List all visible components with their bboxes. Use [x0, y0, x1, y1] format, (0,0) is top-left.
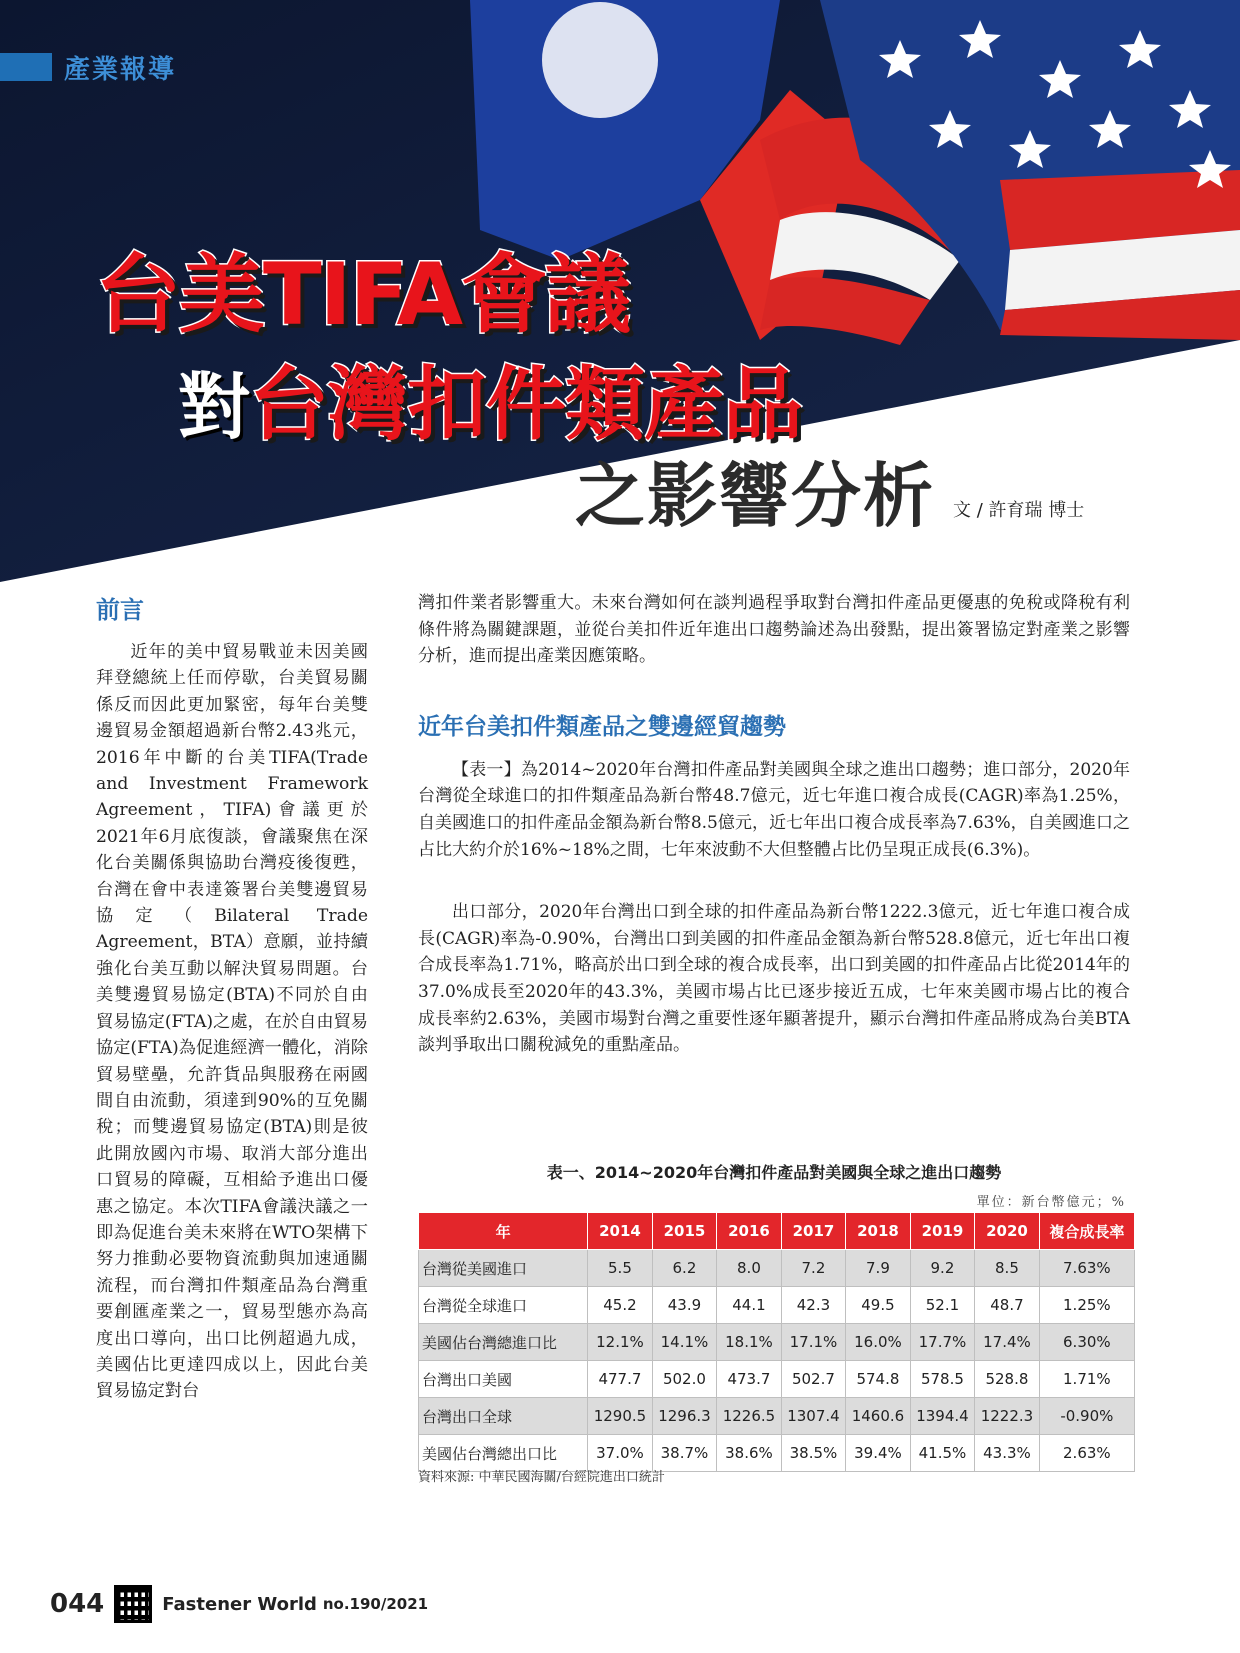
table-cell: 17.4%	[975, 1324, 1040, 1361]
table-header-cell: 複合成長率	[1039, 1213, 1134, 1250]
table-cell: 2.63%	[1039, 1435, 1134, 1472]
table-header-cell: 2015	[652, 1213, 717, 1250]
table-header-cell: 2016	[717, 1213, 782, 1250]
table-cell: 1394.4	[910, 1398, 975, 1435]
table-cell: 6.2	[652, 1250, 717, 1287]
table-cell: 16.0%	[846, 1324, 911, 1361]
import-paragraph: 【表一】為2014~2020年台灣扣件產品對美國與全球之進出口趨勢；進口部分，2020年台灣從全球進口的扣件類產品為新台幣48.7億元，近七年進口複合成長(CAGR)率為1.25%，自美國進口的扣件產品金額為新台幣8.5億元，近七年出口複合成長率為7.63%，自美國進口之占比大約介於16%~18%之間，七年來波動不大但整體占比仍呈現正成長(6.3%)。	[418, 759, 1130, 860]
row-label: 美國佔台灣總進口比	[419, 1324, 588, 1361]
table-row	[419, 1398, 1135, 1435]
table-cell: 477.7	[588, 1361, 653, 1398]
table-header-cell: 2014	[588, 1213, 653, 1250]
table-cell: 38.5%	[781, 1435, 846, 1472]
table-cell: 6.30%	[1039, 1324, 1134, 1361]
table-cell: -0.90%	[1039, 1398, 1134, 1435]
intro-heading: 前言	[96, 596, 144, 624]
table-cell: 1222.3	[975, 1398, 1040, 1435]
intro-paragraph: 近年的美中貿易戰並未因美國拜登總統上任而停歇，台美貿易關係反而因此更加緊密，每年台美雙邊貿易金額超過新台幣2.43兆元，2016年中斷的台美TIFA(Trade and Investment Framework Agreement，TIFA)會議更於2021年6月底復談，會議聚焦在深化台美關係與協助台灣疫後復甦，台灣在會中表達簽署台美雙邊貿易協定（Bilateral Trade Agreement，BTA）意願，並持續強化台美互動以解決貿易問題。台美雙邊貿易協定(BTA)不同於自由貿易協定(FTA)之處，在於自由貿易協定(FTA)為促進經濟一體化，消除貿易壁壘，允許貨品與服務在兩國間自由流動，須達到90%的互免關稅；而雙邊貿易協定(BTA)則是彼此開放國內市場、取消大部分進出口貿易的障礙，互相給予進出口優惠之協定。本次TIFA會議決議之一即為促進台美未來將在WTO架構下努力推動必要物資流動與加速通關流程，而台灣扣件類產品為台灣重要創匯產業之一，貿易型態亦為高度出口導向，出口比例超過九成，美國佔比更達四成以上，因此台美貿易協定對台	[96, 642, 368, 1402]
table-cell: 502.0	[652, 1361, 717, 1398]
row-label: 台灣出口全球	[419, 1398, 588, 1435]
table-cell: 1307.4	[781, 1398, 846, 1435]
table-cell: 37.0%	[588, 1435, 653, 1472]
title-line-1: 台美TIFA會議	[95, 245, 630, 345]
table-cell: 18.1%	[717, 1324, 782, 1361]
table-cell: 42.3	[781, 1287, 846, 1324]
table-cell: 17.1%	[781, 1324, 846, 1361]
table-cell: 578.5	[910, 1361, 975, 1398]
table-row	[419, 1324, 1135, 1361]
table-source: 資料來源: 中華民國海關/台經院進出口統計	[418, 1470, 665, 1485]
table-cell: 502.7	[781, 1361, 846, 1398]
title-line-2-prefix: 對	[178, 365, 250, 449]
magazine-name: Fastener World	[162, 1593, 317, 1615]
section-tag-label: 產業報導	[64, 54, 177, 85]
section-tag	[0, 52, 177, 85]
table-unit: 單位：新台幣億元；%	[976, 1195, 1126, 1210]
table-header-cell: 2018	[846, 1213, 911, 1250]
table-header-cell: 2017	[781, 1213, 846, 1250]
table-header-cell: 年	[419, 1213, 588, 1250]
table-cell: 49.5	[846, 1287, 911, 1324]
table-cell: 41.5%	[910, 1435, 975, 1472]
table-cell: 1.25%	[1039, 1287, 1134, 1324]
table-cell: 1290.5	[588, 1398, 653, 1435]
table-row	[419, 1361, 1135, 1398]
table-cell: 473.7	[717, 1361, 782, 1398]
qr-code-icon	[114, 1585, 152, 1623]
page-number: 044	[50, 1589, 105, 1619]
row-label: 台灣出口美國	[419, 1361, 588, 1398]
table-cell: 12.1%	[588, 1324, 653, 1361]
continuation-paragraph: 灣扣件業者影響重大。未來台灣如何在談判過程爭取對台灣扣件產品更優惠的免稅或降稅有利條件將為關鍵課題，並從台美扣件近年進出口趨勢論述為出發點，提出簽署協定對產業之影響分析，進而提出產業因應策略。	[418, 593, 1130, 667]
table-cell: 1226.5	[717, 1398, 782, 1435]
table-cell: 7.2	[781, 1250, 846, 1287]
table-cell: 5.5	[588, 1250, 653, 1287]
section-tag-bar	[0, 53, 52, 81]
table-header-cell: 2019	[910, 1213, 975, 1250]
table-row	[419, 1287, 1135, 1324]
table-cell: 38.6%	[717, 1435, 782, 1472]
title-line-2-main: 台灣扣件類產品	[249, 358, 803, 451]
main-column	[418, 590, 1130, 1059]
table-cell: 43.3%	[975, 1435, 1040, 1472]
trade-table	[418, 1212, 1135, 1472]
table-cell: 7.9	[846, 1250, 911, 1287]
issue-number: no.190/2021	[322, 1595, 429, 1613]
row-label: 台灣從美國進口	[419, 1250, 588, 1287]
table-cell: 7.63%	[1039, 1250, 1134, 1287]
table-cell: 1460.6	[846, 1398, 911, 1435]
table-cell: 9.2	[910, 1250, 975, 1287]
table-cell: 1296.3	[652, 1398, 717, 1435]
table-cell: 48.7	[975, 1287, 1040, 1324]
row-label: 美國佔台灣總出口比	[419, 1435, 588, 1472]
table-cell: 8.5	[975, 1250, 1040, 1287]
table-row	[419, 1250, 1135, 1287]
table-header-cell: 2020	[975, 1213, 1040, 1250]
table-header-row	[419, 1213, 1135, 1250]
intro-column	[96, 590, 368, 1405]
table-cell: 17.7%	[910, 1324, 975, 1361]
table-title: 表一、2014~2020年台灣扣件產品對美國與全球之進出口趨勢	[546, 1163, 1002, 1182]
table-cell: 574.8	[846, 1361, 911, 1398]
row-label: 台灣從全球進口	[419, 1287, 588, 1324]
trend-heading: 近年台美扣件類產品之雙邊經貿趨勢	[418, 713, 786, 740]
table-cell: 38.7%	[652, 1435, 717, 1472]
table-cell: 1.71%	[1039, 1361, 1134, 1398]
table-cell: 528.8	[975, 1361, 1040, 1398]
title-line-3: 之影響分析	[575, 455, 935, 537]
table-cell: 52.1	[910, 1287, 975, 1324]
table-cell: 8.0	[717, 1250, 782, 1287]
title-line-2	[178, 340, 802, 455]
export-paragraph: 出口部分，2020年台灣出口到全球的扣件產品為新台幣1222.3億元，近七年進口複合成長(CAGR)率為-0.90%，台灣出口到美國的扣件產品金額為新台幣528.8億元，近七年出口複合成長率為1.71%，略高於出口到全球的複合成長率，出口到美國的扣件產品占比從2014年的 37.0%成長至2020年的43.3%，美國市場占比已逐步接近五成，七年來美國市場占比的複合成長率約2.63%，美國市場對台灣之重要性逐年顯著提升，顯示台灣扣件產品將成為台美BTA談判爭取出口關稅減免的重點產品。	[418, 902, 1130, 1056]
table-cell: 39.4%	[846, 1435, 911, 1472]
page-footer	[50, 1582, 428, 1626]
table-cell: 43.9	[652, 1287, 717, 1324]
table-cell: 14.1%	[652, 1324, 717, 1361]
table-cell: 45.2	[588, 1287, 653, 1324]
table-cell: 44.1	[717, 1287, 782, 1324]
byline: 文 / 許育瑞 博士	[953, 500, 1085, 521]
